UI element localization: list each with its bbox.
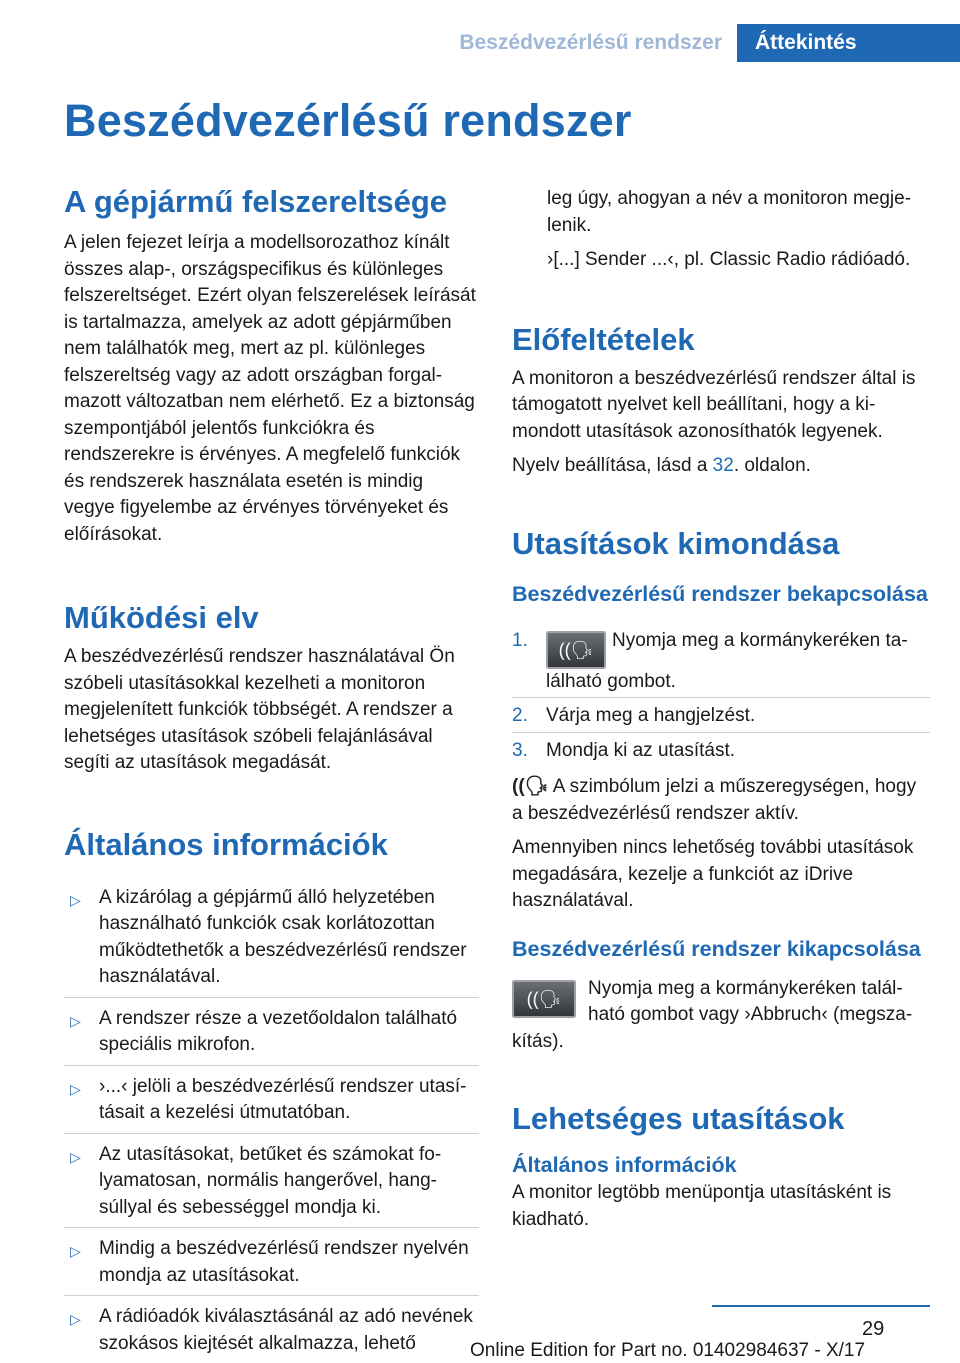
right-column	[512, 186, 930, 1233]
paragraph-symbol: ((🗣 A szimbólum jelzi a műszeregységen, hogy a beszédvezérlésű rendszer aktív.	[512, 774, 930, 827]
list-item: ▷ Mindig a beszédvezérlésű rendszer nyelvén mondja az utasításokat.	[64, 1227, 479, 1295]
heading-principle: Működési elv	[64, 600, 479, 636]
paragraph-idrive: Amennyiben nincs lehetőség további utasítások megadására, kezelje a funkciót az iDrive használatával.	[512, 835, 930, 915]
voice-button-icon: ((🗣	[512, 980, 576, 1018]
paragraph-principle: A beszédvezérlésű rendszer használatával Ön szóbeli utasításokkal kezelheti a monitoron megjelenített funkciók többségét. A rendszer a lehetséges utasítások szóbeli felajánlásával segíti az utasítások megadását.	[64, 644, 479, 777]
list-item: ▷ A kizárólag a gépjármű álló helyzetében használható funkciók csak korlátozottan működtethetők a beszédvezérlésű rendszer használatával.	[64, 885, 479, 997]
left-column	[64, 178, 479, 1363]
step-number: 2.	[512, 703, 528, 730]
steps-list	[512, 623, 930, 767]
list-item: 1. ((🗣 Nyomja meg a kormánykeréken található gombot.	[512, 623, 930, 698]
page-title: Beszédvezérlésű rendszer	[64, 95, 632, 147]
heading-speak: Utasítások kimondása	[512, 526, 930, 562]
triangle-bullet-icon: ▷	[70, 1008, 81, 1035]
triangle-bullet-icon: ▷	[70, 1306, 81, 1333]
heading-prerequisites: Előfeltételek	[512, 322, 930, 358]
list-item: ▷ ›...‹ jelöli a beszédvezérlésű rendszer utasításait a kezelési útmutatóban.	[64, 1065, 479, 1133]
triangle-bullet-icon: ▷	[70, 1238, 81, 1265]
voice-symbol-icon: ((🗣	[512, 776, 549, 797]
page-header	[0, 0, 960, 60]
info-bullet-list	[64, 885, 479, 1363]
heading-equipment: A gépjármű felszereltsége	[64, 184, 479, 220]
triangle-bullet-icon: ▷	[70, 1076, 81, 1103]
page-number: 29	[862, 1318, 884, 1341]
paragraph-equipment: A jelen fejezet leírja a modellsorozathoz kínált összes alap-, országspecifikus és különleges felszereltséget. Ezért olyan felszerelések leírását is tartalmazza, amelyek az adott gépjárműben nem találhatók meg, mert az pl. különleges felszereltség vagy az adott országban forgalmazott változatban nem elérhető. Ez a biztonság szempontjából jelentős funkciókra és rendszerekre is érvényes. A megfelelő funkciók és rendszerek használata esetén is mindig vegye figyelembe az érvényes törvényeket és előírásokat.	[64, 230, 479, 548]
step-number: 3.	[512, 738, 528, 765]
step-number: 1.	[512, 628, 528, 655]
footer-rule	[712, 1305, 930, 1307]
bullet-example: ›[...] Sender ...‹, pl. Classic Radio rádióadó.	[512, 247, 930, 274]
list-item: ▷ Az utasításokat, betűket és számokat folyamatosan, normális hangerővel, hangsúllyal és sebességgel mondja ki.	[64, 1133, 479, 1228]
voice-button-icon: ((🗣	[546, 631, 606, 669]
edition-text: Online Edition for Part no. 01402984637 - X/17	[470, 1340, 865, 1362]
heading-general: Általános információk	[64, 827, 479, 863]
header-section-title: Beszédvezérlésű rendszer	[459, 24, 722, 62]
paragraph-switch-off: Nyomja meg a kormánykeréken található gombot vagy ›Abbruch‹ (megszakítás).	[512, 976, 930, 1056]
header-tab: Áttekintés	[737, 24, 960, 62]
triangle-bullet-icon: ▷	[70, 887, 81, 914]
list-item: ▷ A rendszer része a vezetőoldalon található speciális mikrofon.	[64, 997, 479, 1065]
paragraph-general-2: A monitor legtöbb menüpontja utasításként is kiadható.	[512, 1180, 930, 1233]
page-link[interactable]: 32	[713, 455, 734, 476]
bullet-continuation: leg úgy, ahogyan a név a monitoron megjelenik.	[512, 186, 930, 239]
list-item: 3. Mondja ki az utasítást.	[512, 732, 930, 767]
switch-off-block	[512, 976, 930, 1056]
heading-possible-commands: Lehetséges utasítások	[512, 1101, 930, 1137]
list-item: 2. Várja meg a hangjelzést.	[512, 697, 930, 732]
heading-switch-on: Beszédvezérlésű rendszer bekapcsolása	[512, 582, 930, 607]
paragraph-language: Nyelv beállítása, lásd a 32. oldalon.	[512, 453, 930, 480]
triangle-bullet-icon: ▷	[70, 1144, 81, 1171]
heading-switch-off: Beszédvezérlésű rendszer kikapcsolása	[512, 937, 930, 962]
paragraph-prerequisites: A monitoron a beszédvezérlésű rendszer által is támogatott nyelvet kell beállítani, hogy a kimondott utasítások azonosíthatók legyenek.	[512, 366, 930, 446]
list-item: ▷ A rádióadók kiválasztásánál az adó nevének szokásos kiejtését alkalmazza, lehető	[64, 1295, 479, 1363]
heading-general-2: Általános információk	[512, 1153, 930, 1178]
